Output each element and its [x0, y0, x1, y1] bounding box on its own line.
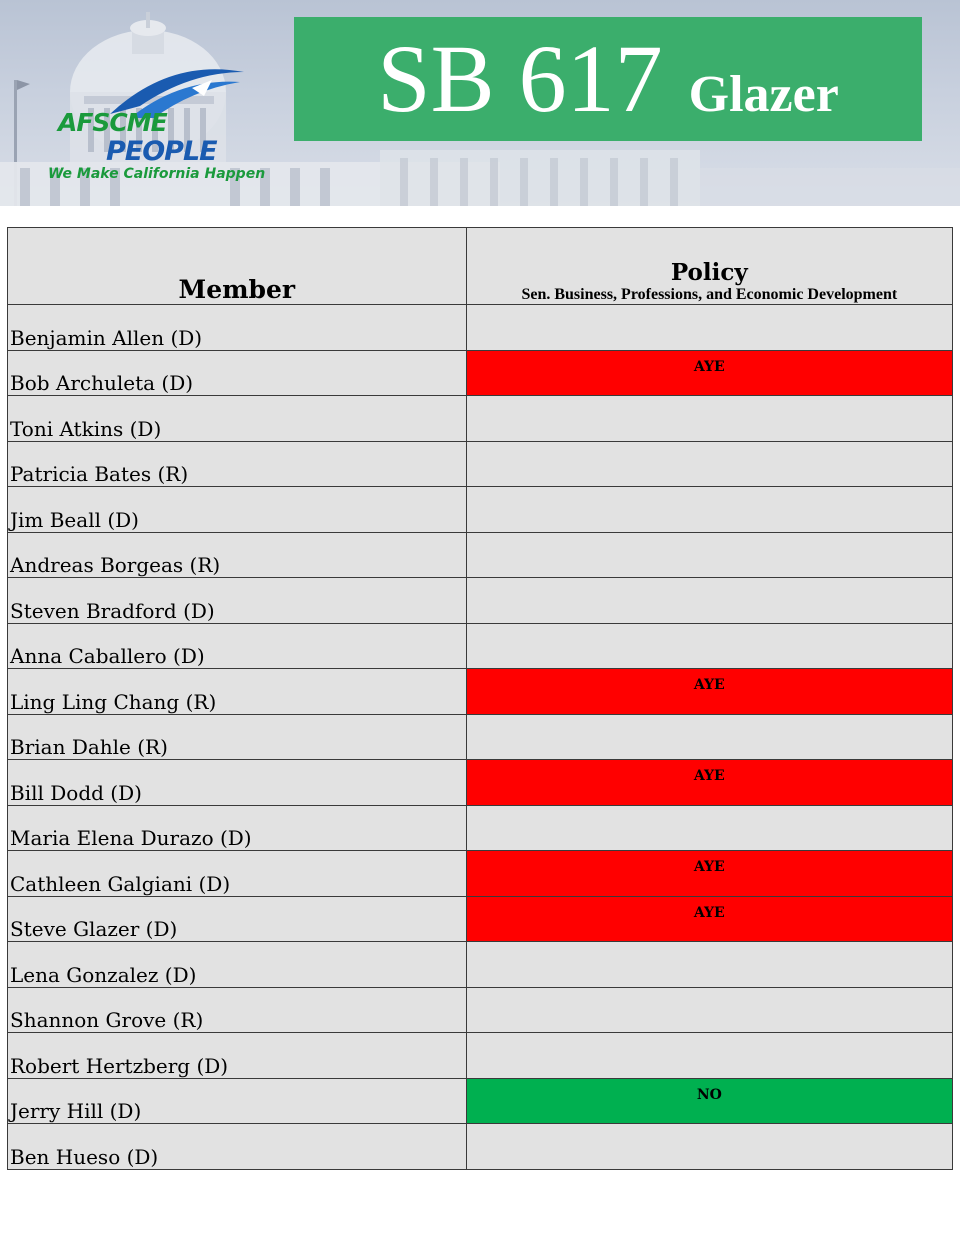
vote-cell — [466, 578, 952, 624]
vote-cell: AYE — [466, 350, 952, 396]
table-row — [8, 441, 953, 487]
bill-number: SB 617 — [377, 25, 663, 132]
bill-author: Glazer — [688, 65, 839, 123]
table-row — [8, 805, 953, 851]
table-row — [8, 714, 953, 760]
policy-column-header — [466, 228, 952, 305]
table-row — [8, 896, 953, 942]
vote-cell: AYE — [466, 760, 952, 806]
table-row — [8, 487, 953, 533]
member-name-cell: Cathleen Galgiani (D) — [8, 851, 467, 897]
table-row — [8, 532, 953, 578]
logo-tagline: We Make California Happen — [48, 166, 266, 182]
vote-cell: AYE — [466, 851, 952, 897]
table-row — [8, 396, 953, 442]
member-name-cell: Steve Glazer (D) — [8, 896, 467, 942]
vote-cell — [466, 942, 952, 988]
table-row — [8, 987, 953, 1033]
member-name-cell: Andreas Borgeas (R) — [8, 532, 467, 578]
vote-cell — [466, 441, 952, 487]
afscme-people-logo — [40, 62, 280, 192]
header-banner — [0, 0, 960, 206]
table-header-row — [8, 228, 953, 305]
member-name-cell: Brian Dahle (R) — [8, 714, 467, 760]
table-row — [8, 1033, 953, 1079]
vote-cell — [466, 532, 952, 578]
table-row — [8, 578, 953, 624]
table-row — [8, 350, 953, 396]
vote-cell — [466, 623, 952, 669]
vote-cell — [466, 305, 952, 351]
member-name-cell: Bill Dodd (D) — [8, 760, 467, 806]
member-name-cell: Toni Atkins (D) — [8, 396, 467, 442]
member-name-cell: Jerry Hill (D) — [8, 1078, 467, 1124]
vote-cell — [466, 396, 952, 442]
member-name-cell: Ben Hueso (D) — [8, 1124, 467, 1170]
logo-afscme-text: AFSCME — [58, 108, 167, 137]
vote-cell — [466, 1124, 952, 1170]
logo-people-text: PEOPLE — [106, 136, 217, 167]
vote-cell — [466, 805, 952, 851]
member-name-cell: Steven Bradford (D) — [8, 578, 467, 624]
vote-table — [7, 227, 953, 1170]
vote-cell: NO — [466, 1078, 952, 1124]
member-name-cell: Lena Gonzalez (D) — [8, 942, 467, 988]
vote-cell — [466, 714, 952, 760]
member-name-cell: Benjamin Allen (D) — [8, 305, 467, 351]
member-name-cell: Patricia Bates (R) — [8, 441, 467, 487]
policy-committee: Sen. Business, Professions, and Economic Development — [521, 285, 898, 303]
member-name-cell: Bob Archuleta (D) — [8, 350, 467, 396]
vote-cell — [466, 1033, 952, 1079]
table-row — [8, 305, 953, 351]
table-row — [8, 669, 953, 715]
member-name-cell: Ling Ling Chang (R) — [8, 669, 467, 715]
bill-title-box — [294, 17, 922, 141]
vote-cell: AYE — [466, 669, 952, 715]
policy-title: Policy — [670, 258, 748, 286]
table-row — [8, 942, 953, 988]
member-name-cell: Maria Elena Durazo (D) — [8, 805, 467, 851]
table-row — [8, 1124, 953, 1170]
vote-cell — [466, 987, 952, 1033]
member-name-cell: Jim Beall (D) — [8, 487, 467, 533]
member-column-header: Member — [8, 228, 467, 305]
table-row — [8, 623, 953, 669]
member-name-cell: Shannon Grove (R) — [8, 987, 467, 1033]
table-row — [8, 1078, 953, 1124]
table-row — [8, 851, 953, 897]
member-name-cell: Robert Hertzberg (D) — [8, 1033, 467, 1079]
table-row — [8, 760, 953, 806]
vote-cell: AYE — [466, 896, 952, 942]
member-name-cell: Anna Caballero (D) — [8, 623, 467, 669]
vote-cell — [466, 487, 952, 533]
